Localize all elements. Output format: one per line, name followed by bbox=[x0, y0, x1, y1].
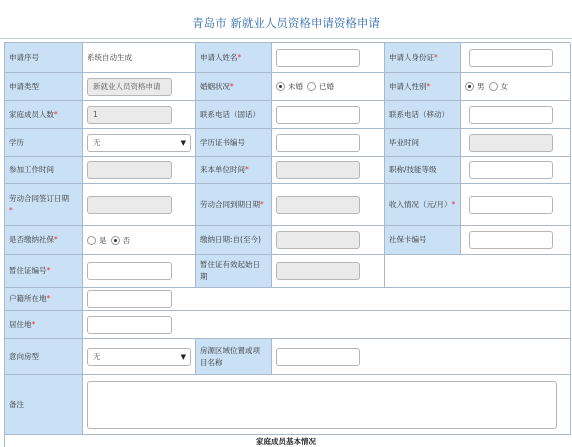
application-type-field: 新就业人员资格申请 bbox=[87, 78, 172, 96]
marital-label-text: 婚姻状况 bbox=[200, 81, 230, 91]
edu-label bbox=[5, 129, 83, 157]
arrive-value-cell bbox=[272, 157, 385, 184]
income-value-cell bbox=[461, 184, 571, 226]
seq-label-text: 申请序号 bbox=[9, 52, 39, 62]
social-yes-option[interactable] bbox=[87, 235, 107, 246]
arrive-label-text: 来本单位时间 bbox=[200, 165, 245, 174]
gender-label bbox=[385, 73, 461, 101]
house-location-input[interactable] bbox=[276, 348, 360, 366]
permit-date-label-text: 暂住证有效起始日期 bbox=[200, 260, 260, 281]
grad-value-cell bbox=[461, 129, 571, 157]
cert-value-cell bbox=[272, 129, 385, 157]
location-label bbox=[196, 339, 272, 375]
permit-date-value-cell bbox=[272, 255, 385, 288]
required-mark: * bbox=[260, 199, 264, 209]
gender-female-label: 女 bbox=[500, 82, 508, 91]
remark-textarea[interactable] bbox=[87, 381, 557, 429]
chevron-down-icon: ▼ bbox=[180, 138, 186, 147]
graduation-date-input[interactable] bbox=[469, 134, 553, 152]
residence-value-cell bbox=[83, 311, 571, 339]
paydate-value-cell bbox=[272, 226, 385, 255]
landline-phone-input[interactable] bbox=[276, 106, 360, 124]
education-select[interactable] bbox=[87, 134, 191, 152]
required-mark: * bbox=[54, 109, 58, 119]
certificate-number-input[interactable] bbox=[276, 134, 360, 152]
work-value-cell bbox=[83, 157, 196, 184]
income-label bbox=[385, 184, 461, 226]
arrival-date-input[interactable] bbox=[276, 161, 360, 179]
id-value-cell bbox=[461, 43, 571, 73]
house-label-text: 意向房型 bbox=[9, 351, 39, 361]
contract-expire-date-input[interactable] bbox=[276, 196, 360, 214]
radio-unchecked-icon[interactable] bbox=[489, 82, 498, 91]
title-divider bbox=[0, 38, 572, 39]
family-members-section-title: 家庭成员基本情况 bbox=[256, 437, 316, 446]
radio-unchecked-icon[interactable] bbox=[307, 82, 316, 91]
marital-unmarried-option[interactable] bbox=[276, 81, 303, 92]
phone-label-text: 联系电话（固话） bbox=[200, 109, 260, 119]
house-type-selected-value: 无 bbox=[93, 351, 101, 361]
expire-label-text: 劳动合同到期日期 bbox=[200, 199, 260, 209]
members-label-text: 家庭成员人数 bbox=[9, 109, 54, 119]
permit-value-cell bbox=[83, 255, 196, 288]
phone-value-cell bbox=[272, 101, 385, 129]
sign-label-content bbox=[9, 193, 69, 217]
id-number-input[interactable] bbox=[469, 49, 553, 67]
mobile-label bbox=[385, 101, 461, 129]
arrive-label bbox=[196, 157, 272, 184]
household-register-input[interactable] bbox=[87, 290, 172, 308]
income-label-text: 收入情况（元/月） bbox=[389, 199, 452, 209]
expire-label bbox=[196, 184, 272, 226]
required-mark: * bbox=[451, 199, 456, 209]
required-mark: * bbox=[9, 205, 13, 215]
residence-label bbox=[5, 311, 83, 339]
remark-label bbox=[5, 375, 83, 435]
seq-label bbox=[5, 43, 83, 73]
gender-male-option[interactable] bbox=[465, 81, 485, 92]
skill-level-input[interactable] bbox=[469, 161, 553, 179]
permit-label bbox=[5, 255, 83, 288]
house-type-select[interactable] bbox=[87, 348, 191, 366]
required-mark: * bbox=[46, 294, 51, 303]
seq-value: 系统自动生成 bbox=[87, 53, 132, 62]
cert-label bbox=[196, 129, 272, 157]
work-label bbox=[5, 157, 83, 184]
card-label-text: 社保卡编号 bbox=[389, 235, 427, 244]
chevron-down-icon: ▼ bbox=[180, 352, 186, 361]
required-mark: * bbox=[434, 52, 438, 62]
name-value-cell bbox=[272, 43, 385, 73]
radio-checked-icon[interactable] bbox=[465, 82, 474, 91]
marital-label bbox=[196, 73, 272, 101]
phone-label bbox=[196, 101, 272, 129]
required-mark: * bbox=[426, 81, 431, 91]
radio-checked-icon[interactable] bbox=[111, 236, 120, 245]
social-card-input[interactable] bbox=[469, 231, 553, 249]
required-mark: * bbox=[230, 81, 234, 91]
type-value-cell bbox=[83, 73, 196, 101]
remark-label-text: 备注 bbox=[9, 399, 24, 409]
work-start-date-input[interactable] bbox=[87, 161, 172, 179]
payment-date-input[interactable] bbox=[276, 231, 360, 249]
permit-label-text: 暂住证编号 bbox=[9, 266, 47, 275]
radio-checked-icon[interactable] bbox=[276, 82, 285, 91]
mobile-value-cell bbox=[461, 101, 571, 129]
income-label-content bbox=[389, 199, 455, 211]
family-members-input[interactable]: 1 bbox=[87, 106, 172, 124]
required-mark: * bbox=[31, 319, 36, 329]
gender-value-cell bbox=[461, 73, 571, 101]
seq-value-cell bbox=[83, 43, 196, 73]
empty-cell bbox=[385, 255, 571, 288]
location-value-cell bbox=[272, 339, 571, 375]
type-label-text: 申请类型 bbox=[9, 81, 39, 91]
marital-value-cell bbox=[272, 73, 385, 101]
title-label-text: 职称/技能等级 bbox=[389, 165, 437, 174]
paydate-label bbox=[196, 226, 272, 255]
required-mark: * bbox=[46, 266, 51, 275]
name-label bbox=[196, 43, 272, 73]
mobile-label-text: 联系电话（移动） bbox=[389, 109, 449, 119]
edu-value-cell bbox=[83, 129, 196, 157]
required-mark: * bbox=[245, 165, 249, 174]
remark-value-cell bbox=[83, 375, 571, 435]
sign-label bbox=[5, 184, 83, 226]
residence-label-text: 居住地 bbox=[9, 319, 32, 329]
name-label-text: 申请人姓名 bbox=[200, 52, 238, 62]
expire-value-cell bbox=[272, 184, 385, 226]
location-label-text: 房源区域位置或项目名称 bbox=[200, 345, 260, 367]
residence-address-input[interactable] bbox=[87, 316, 172, 334]
hukou-label-text: 户籍所在地 bbox=[9, 294, 47, 303]
card-label bbox=[385, 226, 461, 255]
gender-label-text: 申请人性别 bbox=[389, 81, 427, 91]
application-form bbox=[4, 42, 570, 447]
monthly-income-input[interactable] bbox=[469, 196, 553, 214]
hukou-value-cell bbox=[83, 288, 571, 311]
marital-unmarried-label: 未婚 bbox=[288, 82, 303, 91]
required-mark: * bbox=[237, 52, 242, 62]
work-label-text: 参加工作时间 bbox=[9, 165, 54, 174]
paydate-label-text: 缴纳日期:自(至今) bbox=[200, 235, 261, 244]
marital-married-label: 已婚 bbox=[319, 82, 334, 91]
house-value-cell bbox=[83, 339, 196, 375]
hukou-label bbox=[5, 288, 83, 311]
cert-label-text: 学历证书编号 bbox=[200, 137, 245, 147]
contract-sign-date-input[interactable] bbox=[87, 196, 172, 214]
radio-unchecked-icon[interactable] bbox=[87, 236, 96, 245]
id-label-text: 申请人身份证 bbox=[389, 52, 434, 62]
mobile-phone-input[interactable] bbox=[469, 106, 553, 124]
id-label bbox=[385, 43, 461, 73]
permit-date-label bbox=[196, 255, 272, 288]
sign-value-cell bbox=[83, 184, 196, 226]
title-label bbox=[385, 157, 461, 184]
type-label bbox=[5, 73, 83, 101]
education-selected-value: 无 bbox=[93, 137, 101, 147]
grad-label bbox=[385, 129, 461, 157]
page-title: 青岛市 新就业人员资格申请资格申请 bbox=[192, 16, 380, 30]
marital-married-option[interactable] bbox=[307, 81, 334, 92]
gender-female-option[interactable] bbox=[489, 81, 509, 92]
social-label bbox=[5, 226, 83, 255]
required-mark: * bbox=[54, 235, 58, 244]
social-no-option[interactable] bbox=[111, 235, 131, 246]
house-label bbox=[5, 339, 83, 375]
sign-label-text: 劳动合同签订日期 bbox=[9, 193, 69, 203]
applicant-name-input[interactable] bbox=[276, 49, 360, 67]
social-yes-label: 是 bbox=[99, 235, 107, 245]
edu-label-text: 学历 bbox=[9, 137, 24, 147]
social-value-cell bbox=[83, 226, 196, 255]
social-label-text: 是否缴纳社保 bbox=[9, 235, 54, 244]
gender-male-label: 男 bbox=[477, 82, 485, 91]
residence-permit-input[interactable] bbox=[87, 262, 172, 280]
members-label bbox=[5, 101, 83, 129]
social-no-label: 否 bbox=[122, 235, 130, 245]
members-value-cell bbox=[83, 101, 196, 129]
card-value-cell bbox=[461, 226, 571, 255]
grad-label-text: 毕业时间 bbox=[389, 137, 419, 147]
permit-start-date-input[interactable] bbox=[276, 262, 360, 280]
title-value-cell bbox=[461, 157, 571, 184]
